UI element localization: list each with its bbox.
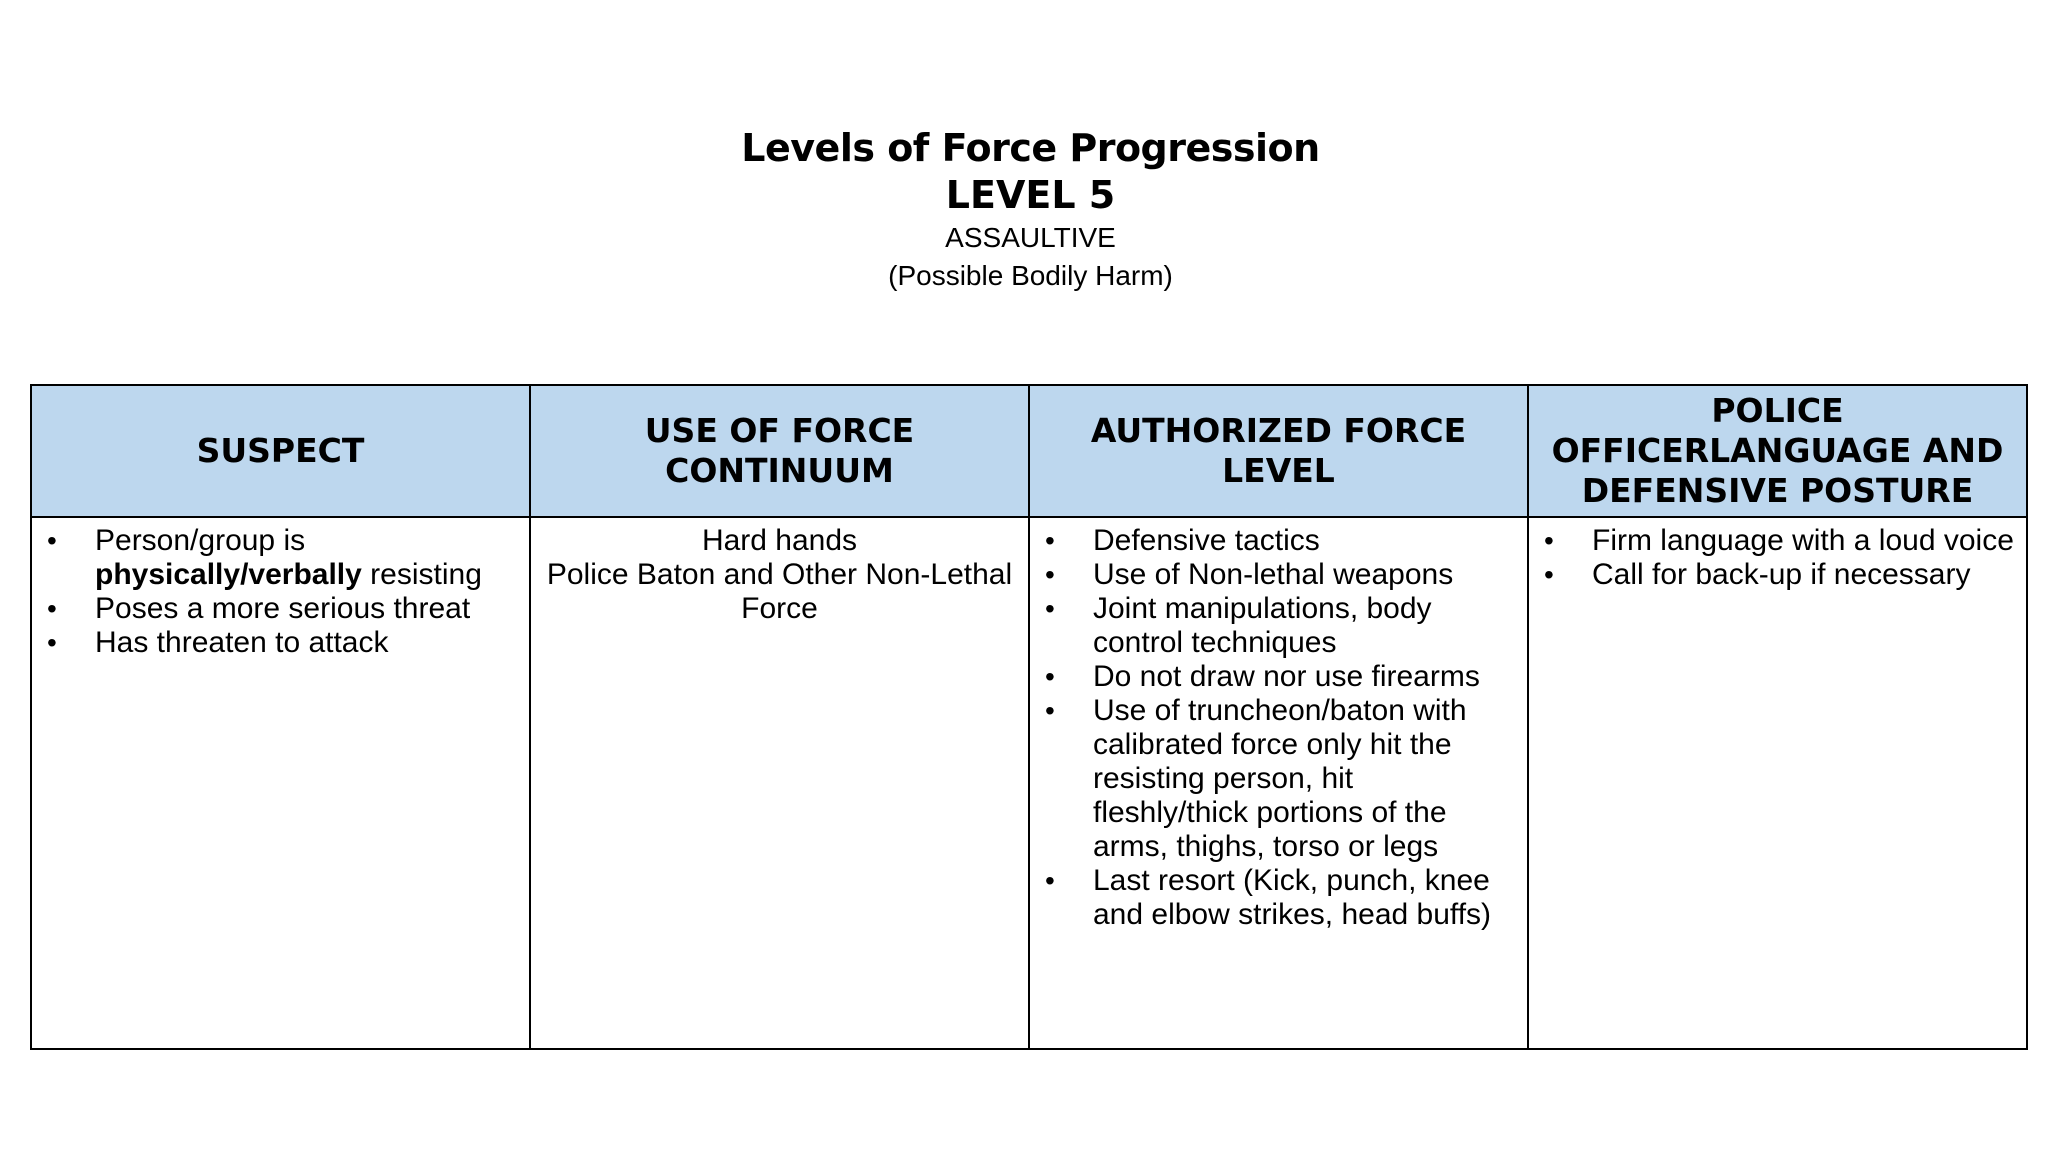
list-item: • Joint manipulations, body control techniques: [1042, 592, 1515, 660]
list-item: • Firm language with a loud voice: [1541, 524, 2014, 558]
posture-list: [1541, 524, 2014, 592]
level-category: ASSAULTIVE: [945, 222, 1116, 253]
suspect-item-1-prefix: Person/group is: [95, 524, 306, 557]
header-use-of-force-continuum: USE OF FORCE CONTINUUM: [530, 385, 1029, 517]
header-police-officer-language: POLICE OFFICERLANGUAGE AND DEFENSIVE POSTURE: [1528, 385, 2027, 517]
table-row: [31, 517, 2027, 1049]
list-item: • Call for back-up if necessary: [1541, 558, 2014, 592]
list-item: • Has threaten to attack: [44, 626, 517, 660]
header-authorized-force-level: AUTHORIZED FORCE LEVEL: [1029, 385, 1528, 517]
table-header-row: [31, 385, 2027, 517]
suspect-list: [44, 524, 517, 660]
list-item: • Do not draw nor use firearms: [1042, 660, 1515, 694]
list-item: • Use of truncheon/baton with calibrated force only hit the resisting person, hit fleshly/thick portions of the arms, thighs, torso or legs: [1042, 694, 1515, 864]
list-item: • Last resort (Kick, punch, knee and elbow strikes, head buffs): [1042, 864, 1515, 932]
list-item: • Use of Non-lethal weapons: [1042, 558, 1515, 592]
page-title: Levels of Force Progression: [741, 126, 1320, 170]
suspect-item-1-bold: physically/verbally: [95, 558, 362, 591]
continuum-line-1: Hard hands: [701, 524, 858, 557]
level-subcategory: (Possible Bodily Harm): [888, 260, 1173, 291]
list-item: [44, 524, 517, 592]
title-block: [0, 125, 2048, 295]
cell-suspect: [31, 517, 530, 1049]
level-heading: LEVEL 5: [945, 173, 1116, 217]
cell-continuum: [530, 517, 1029, 1049]
list-item: • Poses a more serious threat: [44, 592, 517, 626]
cell-posture: [1528, 517, 2027, 1049]
cell-authorized: [1029, 517, 1528, 1049]
header-suspect: SUSPECT: [31, 385, 530, 517]
suspect-item-1-suffix: resisting: [361, 558, 482, 591]
list-item: • Defensive tactics: [1042, 524, 1515, 558]
force-progression-table: [30, 384, 2028, 1050]
continuum-line-2: Police Baton and Other Non-Lethal Force: [546, 558, 1013, 625]
authorized-list: [1042, 524, 1515, 932]
